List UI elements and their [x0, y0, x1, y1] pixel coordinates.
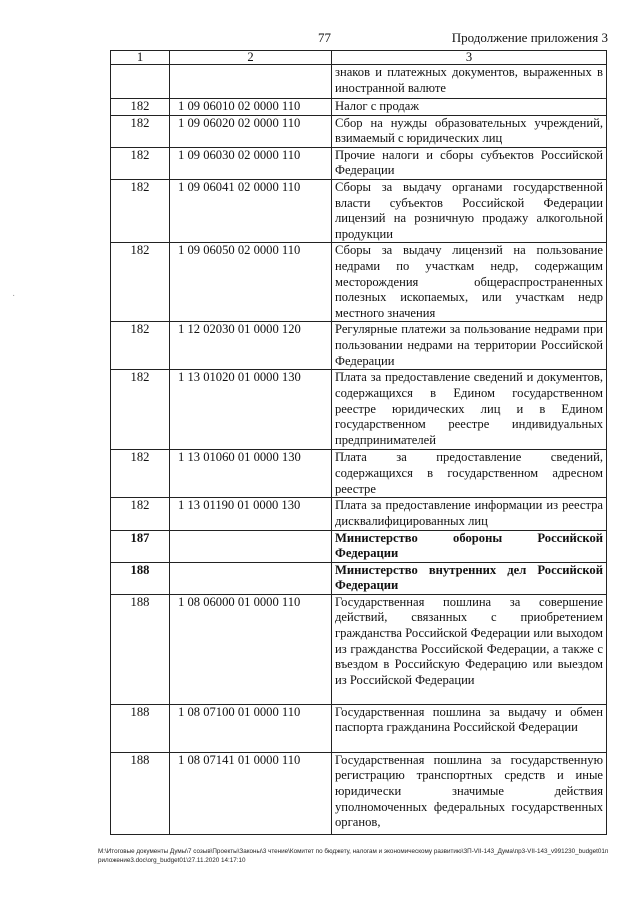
description-cell: Прочие налоги и сборы субъектов Российской Федерации — [332, 147, 607, 179]
budget-code-cell: 1 13 01060 01 0000 130 — [170, 450, 332, 498]
budget-code-cell: 1 08 07100 01 0000 110 — [170, 704, 332, 752]
budget-code-cell: 1 13 01020 01 0000 130 — [170, 370, 332, 450]
description-cell: Сборы за выдачу лицензий на пользование недрами по участкам недр, содержащим месторождения общераспространенных полезных ископаемых, или участкам недр местного значения — [332, 243, 607, 322]
description-cell: Плата за предоставление сведений, содержащихся в государственном адресном реестре — [332, 450, 607, 498]
admin-code-cell: 182 — [111, 450, 170, 498]
table-row — [111, 179, 607, 242]
admin-code-cell: 188 — [111, 704, 170, 752]
table-row — [111, 322, 607, 370]
continuation-label: Продолжение приложения 3 — [451, 30, 608, 45]
budget-code-cell — [170, 65, 332, 99]
description-cell: Государственная пошлина за государственную регистрацию транспортных средств и иные юридически значимые действия уполномоченных федеральных государственных органов, — [332, 752, 607, 834]
budget-code-cell: 1 08 06000 01 0000 110 — [170, 594, 332, 704]
budget-code-cell — [170, 562, 332, 594]
table-row — [111, 562, 607, 594]
table-row — [111, 147, 607, 179]
admin-code-cell: 182 — [111, 179, 170, 242]
description-cell: Министерство обороны Российской Федерации — [332, 530, 607, 562]
table-row — [111, 498, 607, 530]
description-cell: Регулярные платежи за пользование недрами при пользовании недрами на территории Российской Федерации — [332, 322, 607, 370]
admin-code-cell: 188 — [111, 594, 170, 704]
admin-code-cell: 182 — [111, 115, 170, 147]
description-cell: Государственная пошлина за совершение действий, связанных с приобретением гражданства Российской Федерации или выходом из гражданства Российской Федерации, а также с въездом в Российскую Федерацию или выездом из Российской Федерации — [332, 594, 607, 704]
admin-code-cell: 182 — [111, 322, 170, 370]
budget-code-cell: 1 09 06050 02 0000 110 — [170, 243, 332, 322]
description-cell: Министерство внутренних дел Российской Федерации — [332, 562, 607, 594]
table-row — [111, 370, 607, 450]
table-row — [111, 65, 607, 99]
admin-code-cell: 188 — [111, 752, 170, 834]
file-path-footer: M:\Итоговые документы Думы\7 созыв\Проекты\Законы\3 чтение\Комитет по бюджету, налогам и экономическому развитию\ЗП-VII-143_Дума\пр3-VII-143_v991230_budget01приложение3.doc\org_budget01\27.11.2020 14:17:10 — [98, 848, 609, 864]
admin-code-cell: 182 — [111, 498, 170, 530]
budget-code-cell: 1 12 02030 01 0000 120 — [170, 322, 332, 370]
table-row — [111, 752, 607, 834]
budget-code-cell: 1 09 06030 02 0000 110 — [170, 147, 332, 179]
budget-code-cell: 1 08 07141 01 0000 110 — [170, 752, 332, 834]
column-header-1: 1 — [111, 51, 170, 65]
table-row — [111, 594, 607, 704]
budget-code-cell — [170, 530, 332, 562]
admin-code-cell: 182 — [111, 147, 170, 179]
table-row — [111, 450, 607, 498]
budget-code-cell: 1 09 06010 02 0000 110 — [170, 99, 332, 116]
table-header-row — [111, 51, 607, 65]
description-cell: Плата за предоставление сведений и документов, содержащихся в Едином государственном реестре юридических лиц и в Едином государственном реестре индивидуальных предпринимателей — [332, 370, 607, 450]
description-cell: Плата за предоставление информации из реестра дисквалифицированных лиц — [332, 498, 607, 530]
budget-codes-table — [110, 50, 607, 835]
table-row — [111, 704, 607, 752]
page-number: 77 — [318, 30, 331, 45]
column-header-2: 2 — [170, 51, 332, 65]
table-row — [111, 115, 607, 147]
table-row — [111, 99, 607, 116]
admin-code-cell: 182 — [111, 243, 170, 322]
description-cell: Сбор на нужды образовательных учреждений, взимаемый с юридических лиц — [332, 115, 607, 147]
admin-code-cell: 187 — [111, 530, 170, 562]
admin-code-cell: 188 — [111, 562, 170, 594]
table-row — [111, 530, 607, 562]
description-cell: Государственная пошлина за выдачу и обмен паспорта гражданина Российской Федерации — [332, 704, 607, 752]
admin-code-cell — [111, 65, 170, 99]
admin-code-cell: 182 — [111, 370, 170, 450]
budget-code-cell: 1 09 06041 02 0000 110 — [170, 179, 332, 242]
column-header-3: 3 — [332, 51, 607, 65]
table-row — [111, 243, 607, 322]
margin-mark: · — [12, 290, 16, 301]
budget-code-cell: 1 13 01190 01 0000 130 — [170, 498, 332, 530]
budget-code-cell: 1 09 06020 02 0000 110 — [170, 115, 332, 147]
description-cell: знаков и платежных документов, выраженных в иностранной валюте — [332, 65, 607, 99]
admin-code-cell: 182 — [111, 99, 170, 116]
description-cell: Сборы за выдачу органами государственной власти субъектов Российской Федерации лицензий на розничную продажу алкогольной продукции — [332, 179, 607, 242]
description-cell: Налог с продаж — [332, 99, 607, 116]
